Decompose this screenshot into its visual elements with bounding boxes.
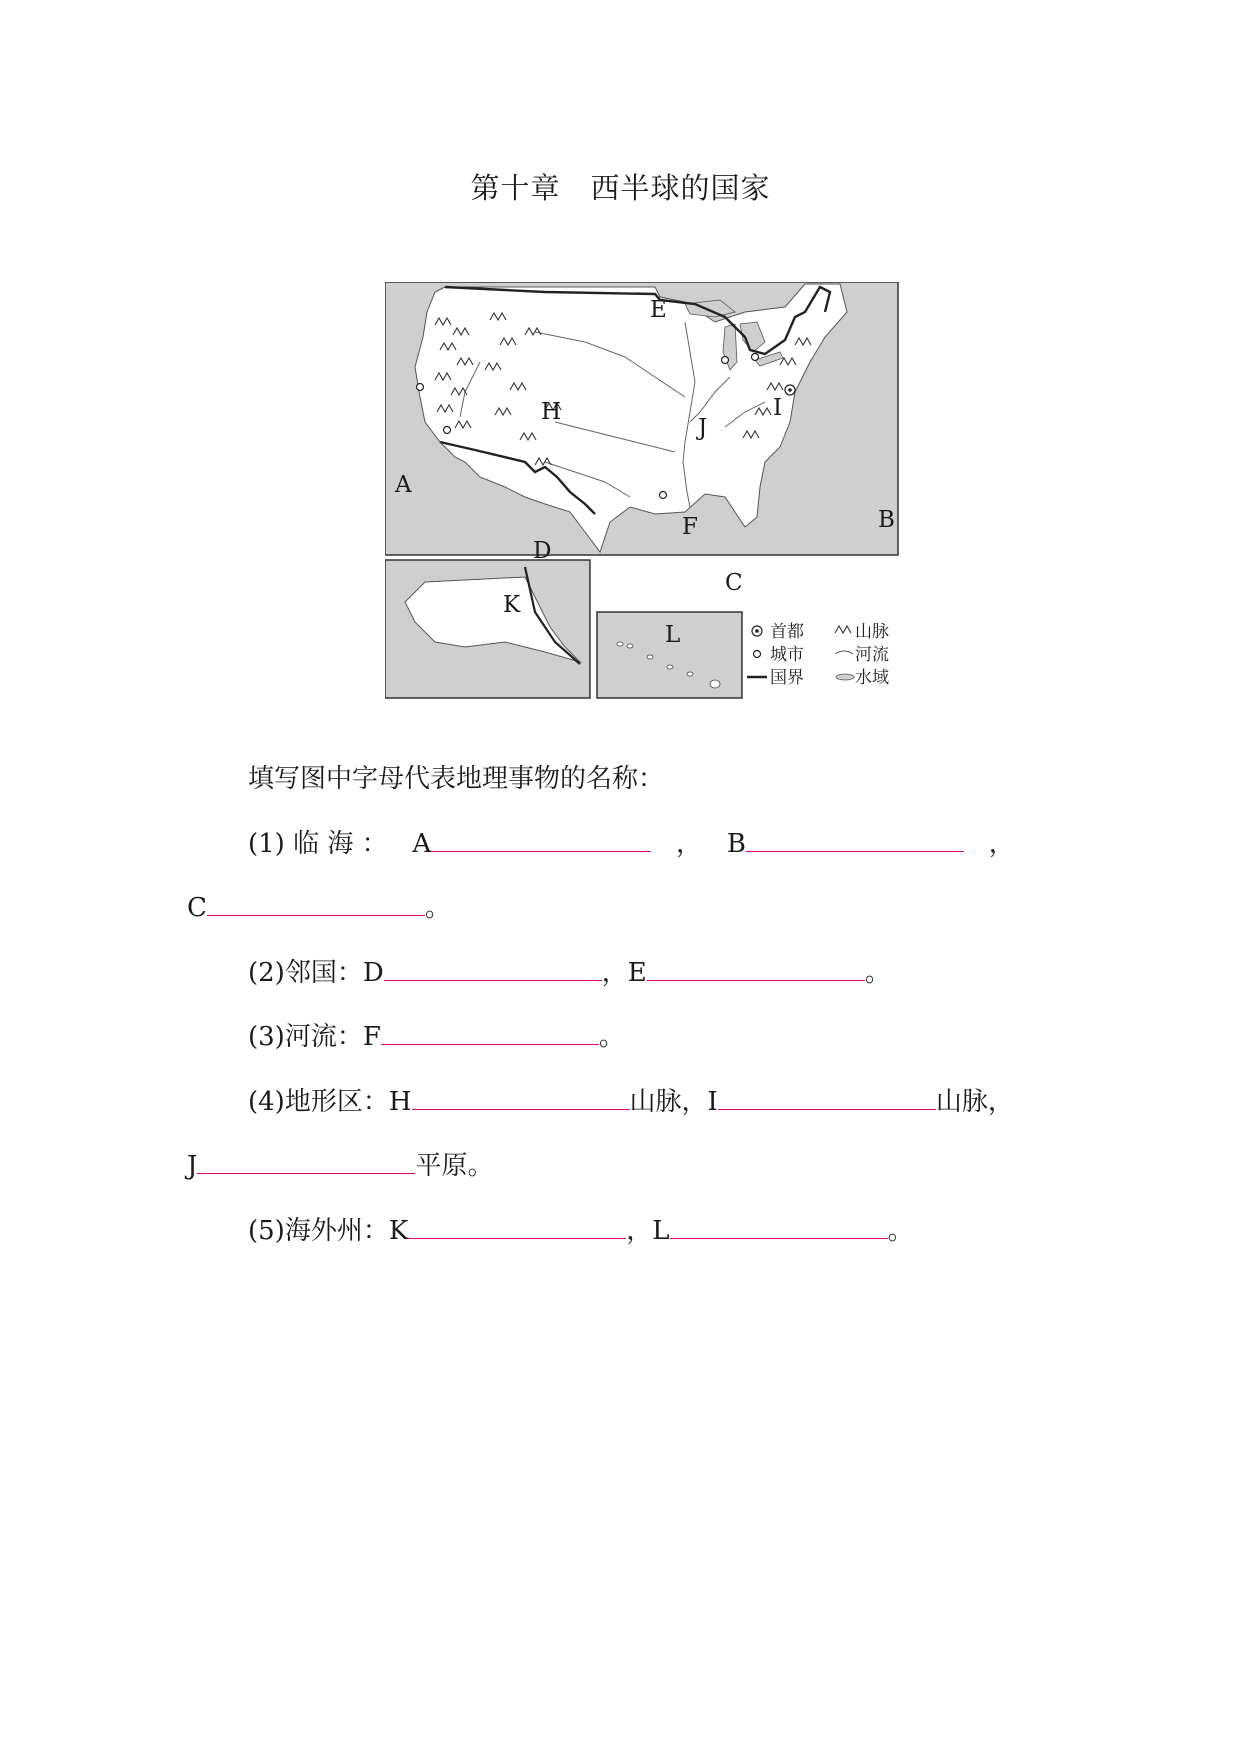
map-label-d: D (533, 538, 552, 564)
legend-capital: 首都 (770, 622, 804, 642)
question-1: (1) 临 海 ： A ， B ， (248, 829, 1015, 859)
map-label-j: J (698, 415, 708, 441)
question-4: (4)地形区：H 山脉，I 山脉， (248, 1087, 1014, 1117)
answer-blank-j[interactable] (197, 1153, 415, 1174)
answer-blank-i[interactable] (718, 1089, 936, 1110)
legend-city: 城市 (770, 645, 804, 665)
answer-blank-c[interactable] (207, 895, 425, 916)
question-3: (3)河流：F 。 (248, 1022, 625, 1052)
legend-mountain: 山脉 (855, 622, 889, 642)
map-label-i: I (773, 395, 783, 421)
instruction: 填写图中字母代表地理事物的名称： (248, 764, 665, 794)
answer-blank-d[interactable] (384, 960, 602, 981)
map-label-l: L (665, 622, 681, 648)
question-1-cont: C 。 (187, 893, 451, 923)
map-label-b: B (878, 507, 895, 533)
map-label-c: C (725, 570, 743, 596)
answer-blank-e[interactable] (647, 960, 865, 981)
legend-border: 国界 (770, 668, 804, 688)
legend-water: 水域 (855, 668, 889, 688)
page-title: 第十章 西半球的国家 (470, 171, 771, 205)
answer-blank-h[interactable] (412, 1089, 630, 1110)
map-label-f: F (682, 514, 698, 540)
map-label-h: H (541, 399, 562, 425)
map-label-a: A (395, 472, 412, 498)
answer-blank-a[interactable] (431, 831, 651, 852)
answer-blank-k[interactable] (408, 1218, 626, 1239)
question-5: (5)海外州：K ，L 。 (248, 1216, 914, 1246)
question-4-cont: J 平原。 (187, 1151, 494, 1181)
map-label-k: K (503, 592, 521, 618)
answer-blank-l[interactable] (670, 1218, 888, 1239)
us-map-figure (385, 282, 915, 702)
question-2: (2)邻国：D ，E 。 (248, 958, 891, 988)
legend-river: 河流 (855, 645, 889, 665)
answer-blank-b[interactable] (746, 831, 964, 852)
map-label-e: E (650, 297, 667, 323)
answer-blank-f[interactable] (381, 1024, 599, 1045)
